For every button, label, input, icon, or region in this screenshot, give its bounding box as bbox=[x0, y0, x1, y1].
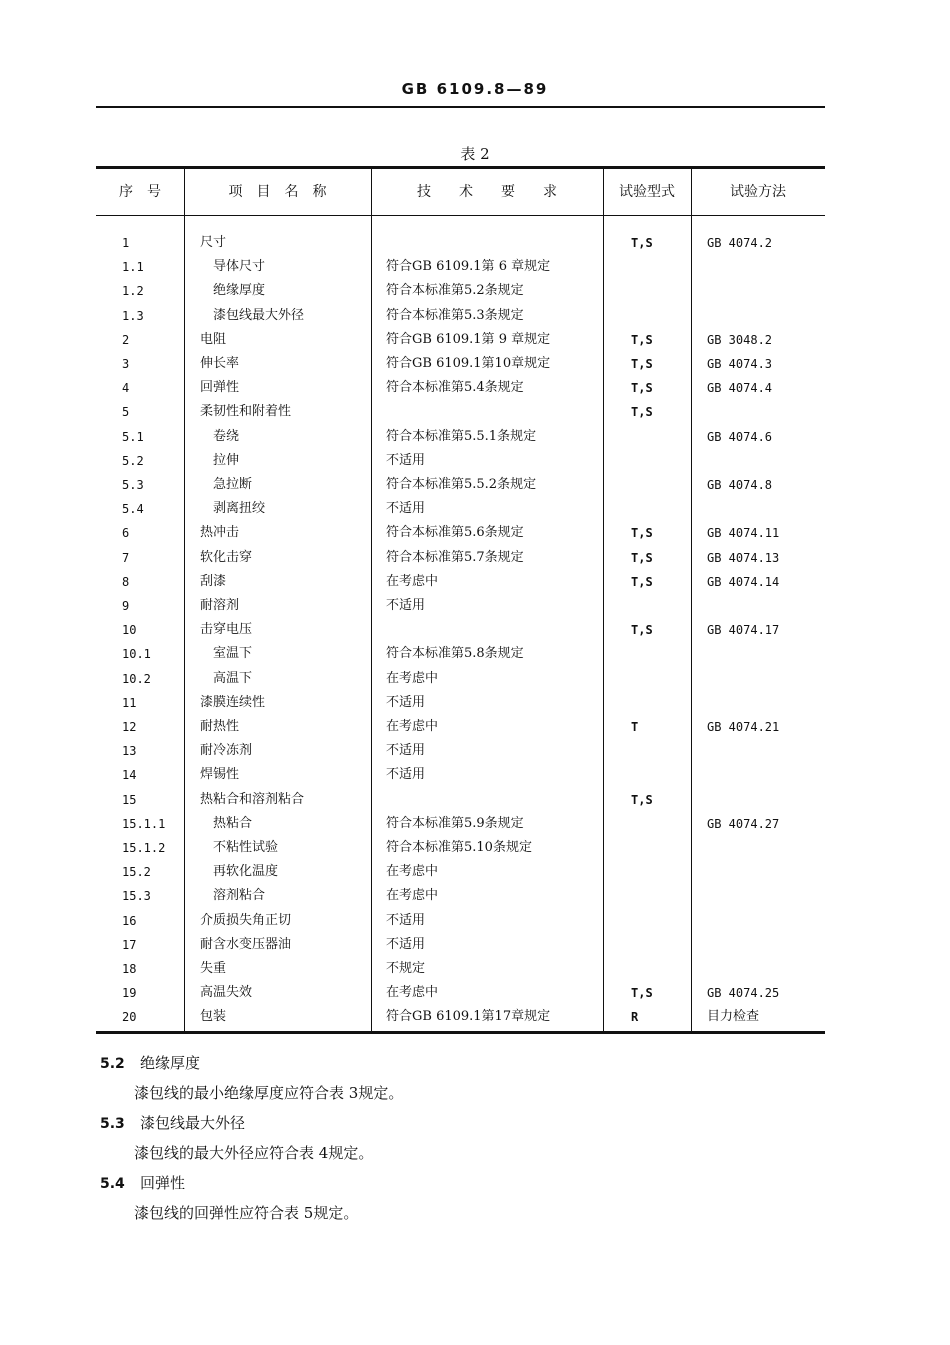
table-row bbox=[96, 449, 825, 473]
section-list bbox=[100, 1048, 800, 1228]
row-number: 7 bbox=[122, 550, 130, 565]
table-row bbox=[96, 981, 825, 1005]
item-name: 漆膜连续性 bbox=[200, 694, 266, 710]
item-name: 柔韧性和附着性 bbox=[200, 404, 292, 420]
item-name: 介质损失角正切 bbox=[200, 912, 292, 928]
section-number: 5.2 bbox=[100, 1056, 125, 1072]
item-name: 耐含水变压器油 bbox=[200, 936, 292, 952]
row-number: 1 bbox=[122, 236, 130, 250]
item-name: 击穿电压 bbox=[200, 622, 253, 638]
requirement: 在考虑中 bbox=[386, 719, 439, 734]
row-number: 15.1.2 bbox=[122, 841, 166, 855]
table-row bbox=[96, 763, 825, 787]
row-number: 2 bbox=[122, 332, 130, 347]
column-header-test-type: 试验型式 bbox=[619, 184, 675, 200]
section-title: 绝缘厚度 bbox=[140, 1054, 201, 1072]
item-name: 高温下 bbox=[213, 670, 253, 686]
item-name: 高温失效 bbox=[200, 985, 253, 1001]
table-row bbox=[96, 352, 825, 376]
table-row bbox=[96, 570, 825, 594]
requirement: 符合本标准第5.9条规定 bbox=[386, 815, 524, 831]
item-name: 拉伸 bbox=[213, 452, 240, 468]
requirement: 在考虑中 bbox=[386, 864, 439, 880]
item-name: 导体尺寸 bbox=[213, 259, 266, 275]
table-row bbox=[96, 691, 825, 715]
test-type: T,S bbox=[631, 357, 653, 371]
test-type: T,S bbox=[631, 986, 653, 1001]
header-rule-line bbox=[96, 215, 825, 216]
test-type: T,S bbox=[631, 381, 653, 396]
spec-table bbox=[96, 166, 825, 1034]
table-row bbox=[96, 642, 825, 666]
requirement: 在考虑中 bbox=[386, 888, 439, 904]
row-number: 9 bbox=[122, 599, 130, 613]
row-number: 1.2 bbox=[122, 284, 144, 299]
row-number: 16 bbox=[122, 913, 137, 928]
section-body: 漆包线的最小绝缘厚度应符合表 3规定。 bbox=[134, 1084, 404, 1102]
requirement: 符合本标准第5.10条规定 bbox=[386, 840, 532, 855]
row-number: 10.1 bbox=[122, 647, 151, 662]
requirement: 不适用 bbox=[386, 912, 426, 928]
column-header-no: 序 号 bbox=[119, 184, 161, 200]
row-number: 11 bbox=[122, 695, 137, 710]
table-row bbox=[96, 425, 825, 449]
row-number: 19 bbox=[122, 986, 137, 1001]
item-name: 回弹性 bbox=[200, 380, 240, 396]
row-number: 10.2 bbox=[122, 671, 151, 686]
table-row bbox=[96, 376, 825, 400]
row-number: 4 bbox=[122, 381, 130, 396]
item-name: 刮漆 bbox=[200, 573, 227, 589]
row-number: 13 bbox=[122, 744, 137, 759]
test-method: GB 4074.8 bbox=[707, 478, 773, 492]
item-name: 热冲击 bbox=[200, 525, 240, 541]
test-type: T,S bbox=[631, 574, 653, 589]
item-name: 尺寸 bbox=[200, 235, 227, 250]
test-method: GB 4074.13 bbox=[707, 550, 780, 565]
test-method: GB 4074.4 bbox=[707, 381, 773, 396]
section-heading bbox=[100, 1048, 800, 1078]
test-type: T,S bbox=[631, 526, 653, 541]
test-method: GB 4074.21 bbox=[707, 720, 780, 734]
requirement: 不规定 bbox=[386, 961, 426, 976]
test-type: T,S bbox=[631, 550, 653, 565]
test-method: GB 3048.2 bbox=[707, 332, 773, 347]
table-row bbox=[96, 957, 825, 981]
test-method: GB 4074.17 bbox=[707, 623, 780, 638]
requirement: 在考虑中 bbox=[386, 670, 439, 686]
section-number: 5.3 bbox=[100, 1116, 125, 1132]
test-type: T bbox=[631, 720, 639, 734]
row-number: 1.3 bbox=[122, 308, 144, 323]
test-method: GB 4074.14 bbox=[707, 574, 780, 589]
requirement: 不适用 bbox=[386, 743, 426, 759]
test-method: 目力检查 bbox=[707, 1009, 760, 1025]
section-heading bbox=[100, 1168, 800, 1198]
requirement: 符合本标准第5.3条规定 bbox=[386, 307, 524, 323]
requirement: 符合GB 6109.1第 9 章规定 bbox=[386, 331, 551, 347]
section-title: 漆包线最大外径 bbox=[140, 1114, 246, 1132]
table-row bbox=[96, 400, 825, 424]
table-row bbox=[96, 933, 825, 957]
section-body: 漆包线的回弹性应符合表 5规定。 bbox=[134, 1204, 359, 1222]
table-row bbox=[96, 255, 825, 279]
test-method: GB 4074.6 bbox=[707, 429, 773, 444]
item-name: 室温下 bbox=[213, 646, 253, 662]
item-name: 耐冷冻剂 bbox=[200, 743, 253, 759]
test-method: GB 4074.27 bbox=[707, 816, 780, 831]
test-type: T,S bbox=[631, 332, 653, 347]
table-row bbox=[96, 304, 825, 328]
test-type: R bbox=[631, 1010, 639, 1025]
page-header-code: GB 6109.8—89 bbox=[401, 80, 549, 98]
table-row bbox=[96, 1005, 825, 1029]
table-row bbox=[96, 715, 825, 739]
requirement: 符合本标准第5.2条规定 bbox=[386, 283, 524, 299]
requirement: 不适用 bbox=[386, 694, 426, 710]
row-number: 15.3 bbox=[122, 889, 151, 904]
requirement: 不适用 bbox=[386, 452, 426, 468]
test-type: T,S bbox=[631, 236, 653, 250]
table-row bbox=[96, 521, 825, 545]
test-type: T,S bbox=[631, 792, 653, 807]
table-row bbox=[96, 546, 825, 570]
row-number: 15.1.1 bbox=[122, 816, 166, 831]
item-name: 失重 bbox=[200, 961, 227, 976]
test-method: GB 4074.3 bbox=[707, 357, 773, 371]
row-number: 6 bbox=[122, 526, 130, 541]
table-row bbox=[96, 497, 825, 521]
item-name: 溶剂粘合 bbox=[213, 888, 266, 904]
test-method: GB 4074.2 bbox=[707, 236, 773, 250]
requirement: 不适用 bbox=[386, 501, 426, 517]
item-name: 焊锡性 bbox=[200, 767, 240, 783]
table-row bbox=[96, 812, 825, 836]
item-name: 绝缘厚度 bbox=[213, 283, 266, 299]
requirement: 符合GB 6109.1第17章规定 bbox=[386, 1009, 551, 1025]
column-header-test-method: 试验方法 bbox=[730, 184, 786, 200]
row-number: 14 bbox=[122, 768, 137, 783]
table-row bbox=[96, 788, 825, 812]
requirement: 不适用 bbox=[386, 598, 426, 613]
row-number: 5.2 bbox=[122, 453, 144, 468]
row-number: 17 bbox=[122, 937, 137, 952]
row-number: 12 bbox=[122, 720, 137, 734]
item-name: 热粘合 bbox=[213, 815, 253, 831]
table-row bbox=[96, 909, 825, 933]
item-name: 漆包线最大外径 bbox=[213, 307, 305, 323]
header-rule bbox=[96, 106, 825, 108]
row-number: 15 bbox=[122, 792, 137, 807]
row-number: 5.3 bbox=[122, 478, 144, 492]
requirement: 符合本标准第5.8条规定 bbox=[386, 646, 524, 662]
item-name: 包装 bbox=[200, 1009, 227, 1025]
table-row bbox=[96, 836, 825, 860]
test-type: T,S bbox=[631, 405, 653, 420]
item-name: 伸长率 bbox=[200, 356, 240, 371]
table-row bbox=[96, 279, 825, 303]
item-name: 急拉断 bbox=[213, 477, 253, 492]
item-name: 耐热性 bbox=[200, 719, 240, 734]
requirement: 符合GB 6109.1第 6 章规定 bbox=[386, 259, 551, 275]
table-row bbox=[96, 884, 825, 908]
row-number: 10 bbox=[122, 623, 137, 638]
table-caption: 表 2 bbox=[460, 145, 490, 163]
section-body: 漆包线的最大外径应符合表 4规定。 bbox=[134, 1144, 374, 1162]
requirement: 符合本标准第5.6条规定 bbox=[386, 525, 524, 541]
item-name: 卷绕 bbox=[213, 428, 240, 444]
table-row bbox=[96, 739, 825, 763]
table-row bbox=[96, 594, 825, 618]
section-number: 5.4 bbox=[100, 1176, 125, 1192]
test-method: GB 4074.25 bbox=[707, 986, 780, 1001]
requirement: 在考虑中 bbox=[386, 573, 439, 589]
table-row bbox=[96, 618, 825, 642]
table-row bbox=[96, 667, 825, 691]
table-row bbox=[96, 231, 825, 255]
requirement: 不适用 bbox=[386, 767, 426, 783]
item-name: 电阻 bbox=[200, 331, 227, 347]
row-number: 1.1 bbox=[122, 260, 144, 275]
row-number: 8 bbox=[122, 574, 130, 589]
column-header-name: 项 目 名 称 bbox=[228, 184, 327, 200]
section-title: 回弹性 bbox=[140, 1174, 186, 1192]
item-name: 再软化温度 bbox=[213, 864, 279, 880]
row-number: 5 bbox=[122, 405, 130, 420]
table-row bbox=[96, 860, 825, 884]
item-name: 软化击穿 bbox=[200, 549, 253, 565]
section-heading bbox=[100, 1108, 800, 1138]
table-row bbox=[96, 328, 825, 352]
test-method: GB 4074.11 bbox=[707, 526, 780, 541]
requirement: 符合本标准第5.5.2条规定 bbox=[386, 477, 537, 492]
table-row bbox=[96, 473, 825, 497]
test-type: T,S bbox=[631, 623, 653, 638]
row-number: 3 bbox=[122, 357, 130, 371]
item-name: 热粘合和溶剂粘合 bbox=[200, 791, 305, 807]
requirement: 符合GB 6109.1第10章规定 bbox=[386, 356, 551, 371]
row-number: 5.4 bbox=[122, 502, 144, 517]
requirement: 在考虑中 bbox=[386, 985, 439, 1001]
row-number: 15.2 bbox=[122, 865, 151, 880]
row-number: 5.1 bbox=[122, 429, 144, 444]
row-number: 20 bbox=[122, 1010, 137, 1025]
requirement: 符合本标准第5.5.1条规定 bbox=[386, 428, 537, 444]
requirement: 符合本标准第5.4条规定 bbox=[386, 380, 524, 396]
item-name: 耐溶剂 bbox=[200, 598, 240, 613]
requirement: 符合本标准第5.7条规定 bbox=[386, 549, 524, 565]
row-number: 18 bbox=[122, 962, 137, 976]
item-name: 不粘性试验 bbox=[213, 840, 279, 855]
requirement: 不适用 bbox=[386, 936, 426, 952]
column-header-requirement: 技 术 要 求 bbox=[417, 184, 557, 200]
item-name: 剥离扭绞 bbox=[213, 501, 266, 517]
